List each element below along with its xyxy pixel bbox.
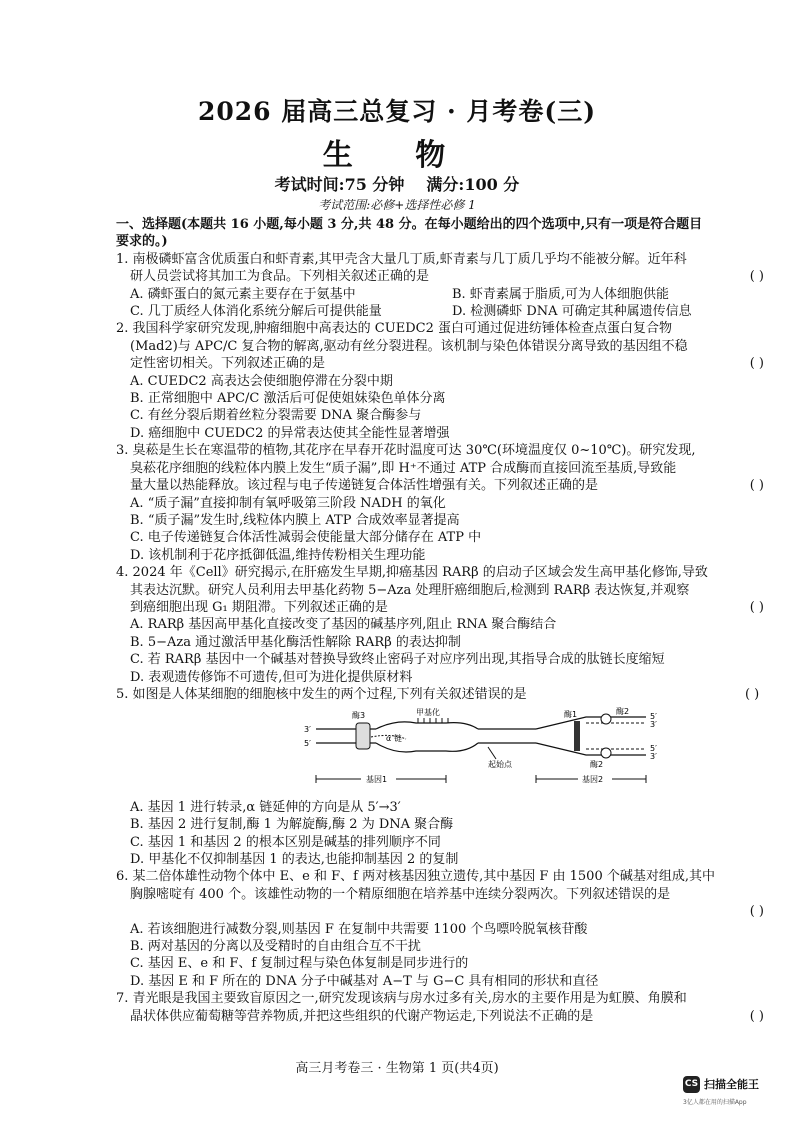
question-stem: 4. 2024 年《Cell》研究揭示,在肝癌发生早期,抑癌基因 RARβ 的启动子区域会发生高甲基化修饰,导致 [116,565,708,581]
options-row [116,303,766,320]
option-b: B. 两对基因的分离以及受精时的自由组合互不干扰 [130,939,421,955]
enzyme2-upper-shape [601,714,611,724]
question-2 [116,320,766,442]
options-row [116,286,766,303]
label-5prime-left: 5′ [304,739,311,749]
question-stem [116,477,766,494]
option-d: D. 基因 E 和 F 所在的 DNA 分子中碱基对 A−T 与 G−C 具有相同的形状和直径 [130,973,599,989]
answer-bracket: ( ) [749,356,764,372]
question-stem [116,1008,766,1025]
label-gene2: 基因2 [582,775,604,785]
question-stem: 其表达沉默。研究人员利用去甲基化药物 5−Aza 处理肝癌细胞后,检测到 RARβ 表达恢复,并观察 [130,582,690,598]
answer-bracket-line [116,903,766,920]
enzyme3-shape [356,723,370,749]
option-b: B. 虾青素属于脂质,可为人体细胞供能 [452,286,669,302]
option-d: D. 甲基化不仅抑制基因 1 的表达,也能抑制基因 2 的复制 [130,852,459,867]
question-stem: 臭菘花序细胞的线粒体内膜上发生“质子漏”,即 H⁺不通过 ATP 合成酶而直接回流至基质,导致能 [130,460,677,476]
label-origin: 起始点 [488,760,512,770]
enzyme1-shape [574,721,580,751]
question-3 [116,442,766,564]
question-stem: 1. 南极磷虾富含优质蛋白和虾青素,其甲壳含大量几丁质,虾青素与几丁质几乎均不能被分解。近年科 [116,251,687,267]
answer-bracket: ( ) [744,686,760,702]
answer-bracket: ( ) [749,478,764,494]
question-stem [116,686,766,703]
label-alpha-chain: α 链 [386,734,402,744]
option-b: B. 正常细胞中 APC/C 激活后可促使姐妹染色单体分离 [130,391,446,407]
option-c: C. 几丁质经人体消化系统分解后可提供能量 [130,304,382,320]
answer-bracket: ( ) [749,904,764,920]
option-d: D. 该机制利于花序抵御低温,维持传粉相关生理功能 [130,547,426,563]
question-stem: 胸腺嘧啶有 400 个。该雄性动物的一个精原细胞在培养基中连续分裂两次。下列叙述错误的是 [130,886,671,902]
label-gene1: 基因1 [366,775,388,785]
question-stem-text: 5. 如图是人体某细胞的细胞核中发生的两个过程,下列有关叙述错误的是 [116,686,527,702]
question-stem: (Mad2)与 APC/C 复合物的解离,驱动有丝分裂进程。该机制与染色体错误分离导致的基因组不稳 [130,338,688,354]
label-3prime-right-bottom: 3′ [650,752,657,762]
exam-time: 考试时间:75 分钟 [274,175,405,194]
option-c: C. 若 RARβ 基因中一个碱基对替换导致终止密码子对应序列出现,其指导合成的肽链长度缩短 [130,652,665,668]
question-stem [116,268,766,285]
scanner-tagline: 3亿人都在用的扫描App [683,1099,747,1106]
section-heading-line2: 要求的。) [116,234,168,250]
option-a: A. 基因 1 进行转录,α 链延伸的方向是从 5′→3′ [130,799,401,815]
section-heading-line1: 一、选择题(本题共 16 小题,每小题 3 分,共 48 分。在每小题给出的四个选项中,只有一项是符合题目 [116,217,703,232]
option-b: B. 基因 2 进行复制,酶 1 为解旋酶,酶 2 为 DNA 聚合酶 [130,817,454,833]
answer-bracket: ( ) [749,1008,764,1024]
option-c: C. 基因 1 和基因 2 的根本区别是碱基的排列顺序不同 [130,834,441,850]
question-stem: 3. 臭菘是生长在寒温带的植物,其花序在早春开花时温度可达 30℃(环境温度仅 0~10℃)。研究发现, [116,443,696,459]
bubble-lower-strand [376,743,478,752]
question-7 [116,990,766,1025]
gene-process-diagram [116,707,766,787]
label-enzyme3: 酶3 [352,711,366,721]
option-b: B. 5−Aza 通过激活甲基化酶活性解除 RARβ 的表达抑制 [130,634,461,650]
page-footer: 高三月考卷三 · 生物第 1 页(共4页) [295,1061,499,1076]
label-enzyme2-upper: 酶2 [616,707,630,717]
question-stem-text: 到癌细胞出现 G₁ 期阻滞。下列叙述正确的是 [130,599,388,615]
option-a: A. CUEDC2 高表达会使细胞停滞在分裂中期 [130,373,393,389]
question-stem-text: 量大量以热能释放。该过程与电子传递链复合体活性增强有关。下列叙述正确的是 [130,478,599,494]
exam-info [0,172,794,195]
label-5prime-right-bottom: 5′ [650,744,657,754]
label-3prime-right-top: 3′ [650,720,657,730]
scanner-logo-icon: CS [683,1076,700,1093]
answer-bracket: ( ) [749,599,764,615]
option-d: D. 表观遗传修饰不可遗传,但可为进化提供原材料 [130,669,413,685]
question-stem-text: 定性密切相关。下列叙述正确的是 [130,356,326,372]
subject-title: 生 物 [322,138,472,173]
label-enzyme1: 酶1 [564,710,578,720]
option-b: B. “质子漏”发生时,线粒体内膜上 ATP 合成效率显著提高 [130,512,460,528]
label-5prime-right-top: 5′ [650,712,657,722]
question-stem [116,599,766,616]
label-3prime-left: 3′ [304,725,311,735]
exam-score: 满分:100 分 [426,175,520,194]
question-stem-text: 研人员尝试将其加工为食品。下列相关叙述正确的是 [130,269,430,285]
question-1 [116,251,766,321]
enzyme2-lower-shape [601,748,611,758]
exam-scope: 考试范围:必修+选择性必修 1 [318,198,476,212]
option-a: A. “质子漏”直接抑制有氧呼吸第三阶段 NADH 的氧化 [130,495,446,511]
bubble-upper-strand [376,722,478,729]
methylation-marks [418,718,448,723]
question-5 [116,686,766,868]
exam-title: 2026 届高三总复习 · 月考卷(三) [197,97,597,126]
question-stem: 7. 青光眼是我国主要致盲原因之一,研究发现该病与房水过多有关,房水的主要作用是为虹膜、角膜和 [116,991,687,1007]
question-stem [116,355,766,372]
option-a: A. RARβ 基因高甲基化直接改变了基因的碱基序列,阻止 RNA 聚合酶结合 [130,617,557,633]
answer-bracket: ( ) [749,269,764,285]
option-c: C. 电子传递链复合体活性减弱会使能量大部分储存在 ATP 中 [130,530,482,546]
option-a: A. 磷虾蛋白的氮元素主要存在于氨基中 [130,286,356,302]
question-stem-text: 晶状体供应葡萄糖等营养物质,并把这些组织的代谢产物运走,下列说法不正确的是 [130,1008,594,1024]
option-d: D. 检测磷虾 DNA 可确定其种属遗传信息 [452,304,692,320]
label-enzyme2-lower: 酶2 [590,760,604,770]
question-6 [116,868,766,990]
option-d: D. 癌细胞中 CUEDC2 的异常表达使其全能性显著增强 [130,425,450,441]
scanner-app-name: 扫描全能王 [704,1078,759,1091]
question-4 [116,564,766,686]
label-methylation: 甲基化 [416,708,440,718]
question-stem: 2. 我国科学家研究发现,肿瘤细胞中高表达的 CUEDC2 蛋白可通过促进纺锤体检查点蛋白复合物 [116,321,672,337]
question-stem: 6. 某二倍体雄性动物个体中 E、e 和 F、f 两对核基因独立遗传,其中基因 F 由 1500 个碱基对组成,其中 [116,869,715,885]
option-c: C. 有丝分裂后期着丝粒分裂需要 DNA 聚合酶参与 [130,408,422,424]
option-a: A. 若该细胞进行减数分裂,则基因 F 在复制中共需要 1100 个鸟嘌呤脱氧核苷酸 [130,921,588,937]
question-body [116,216,766,1025]
option-c: C. 基因 E、e 和 F、f 复制过程与染色体复制是同步进行的 [130,956,469,972]
origin-pointer [488,747,496,759]
scanner-watermark [683,1076,788,1116]
